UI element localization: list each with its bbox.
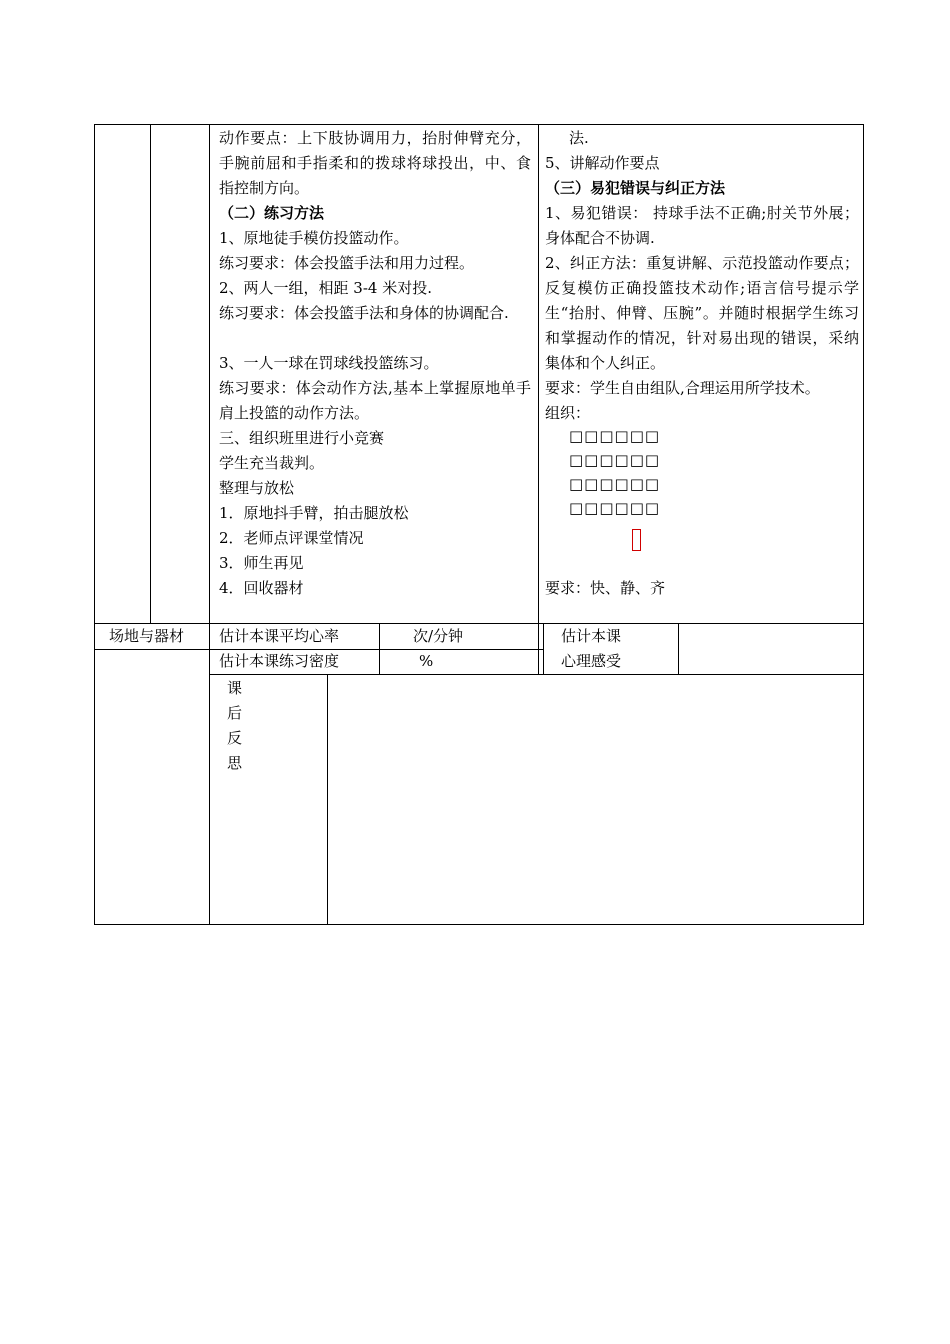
action-key-points: 动作要点：上下肢协调用力，抬肘伸臂充分，手腕前屈和手指柔和的拨球将球投出，中、食指控制方向。	[219, 129, 531, 197]
density-label: 估计本课练习密度	[219, 652, 340, 670]
practice-item-1: 1、原地徒手模仿投篮动作。	[219, 229, 409, 247]
divider-row-reflection	[209, 674, 864, 675]
reflection-char-1: 课	[227, 679, 243, 697]
correction-methods: 2、纠正方法：重复讲解、示范投篮动作要点；反复模仿正确投篮技术动作;语言信号提示学生“抬肘、伸臂、压腕”。并随时根据学生练习和掌握动作的情况，针对易出现的错误，采纳集体和个人纠正。	[545, 254, 859, 372]
divider-col2	[209, 124, 210, 925]
team-requirement: 要求：学生自由组队,合理运用所学技术。	[545, 379, 820, 397]
organization-label: 组织：	[545, 404, 591, 422]
venue-label: 场地与器材	[109, 627, 185, 645]
errors-heading: （三）易犯错误与纠正方法	[545, 179, 726, 197]
practice-item-2: 2、两人一组，相距 3-4 米对投.	[219, 279, 433, 297]
formation-row-2: □□□□□□	[569, 451, 661, 469]
divider-feeling	[543, 623, 544, 674]
divider-heart-rate	[379, 623, 380, 674]
competition-referee: 学生充当裁判。	[219, 454, 325, 472]
practice-requirement-3: 练习要求：体会动作方法,基本上掌握原地单手肩上投篮的动作方法。	[219, 379, 531, 422]
practice-requirement-2: 练习要求：体会投篮手法和身体的协调配合.	[219, 304, 509, 322]
discipline-requirement: 要求：快、静、齐	[545, 579, 666, 597]
divider-col3	[538, 124, 539, 674]
reflection-char-2: 后	[227, 704, 243, 722]
practice-methods-heading: （二）练习方法	[219, 204, 325, 222]
practice-requirement-1: 练习要求：体会投篮手法和用力过程。	[219, 254, 475, 272]
feeling-label-line2: 心理感受	[561, 652, 622, 670]
divider-feeling-value	[678, 623, 679, 674]
competition-heading: 三、组织班里进行小竞赛	[219, 429, 385, 447]
formation-row-4: □□□□□□	[569, 499, 661, 517]
practice-item-3: 3、一人一球在罚球线投篮练习。	[219, 354, 439, 372]
cooldown-heading: 整理与放松	[219, 479, 295, 497]
reflection-char-4: 思	[227, 754, 243, 772]
density-unit: %	[419, 652, 434, 670]
cooldown-item-3: 3．师生再见	[219, 554, 304, 572]
cooldown-item-1: 1．原地抖手臂，拍击腿放松	[219, 504, 409, 522]
divider-row-venue	[94, 623, 864, 624]
method-continuation: 法.	[569, 129, 589, 147]
explain-key-points: 5、讲解动作要点	[545, 154, 660, 172]
teacher-position-icon	[632, 529, 641, 551]
divider-col1	[150, 124, 151, 623]
formation-row-3: □□□□□□	[569, 475, 661, 493]
cooldown-item-2: 2．老师点评课堂情况	[219, 529, 364, 547]
reflection-char-3: 反	[227, 729, 243, 747]
divider-reflection	[327, 674, 328, 925]
feeling-label-line1: 估计本课	[561, 627, 622, 645]
heart-rate-unit: 次/分钟	[413, 627, 464, 645]
cooldown-item-4: 4．回收器材	[219, 579, 304, 597]
formation-row-1: □□□□□□	[569, 427, 661, 445]
heart-rate-label: 估计本课平均心率	[219, 627, 340, 645]
common-errors: 1、易犯错误： 持球手法不正确;肘关节外展；身体配合不协调.	[545, 204, 859, 247]
